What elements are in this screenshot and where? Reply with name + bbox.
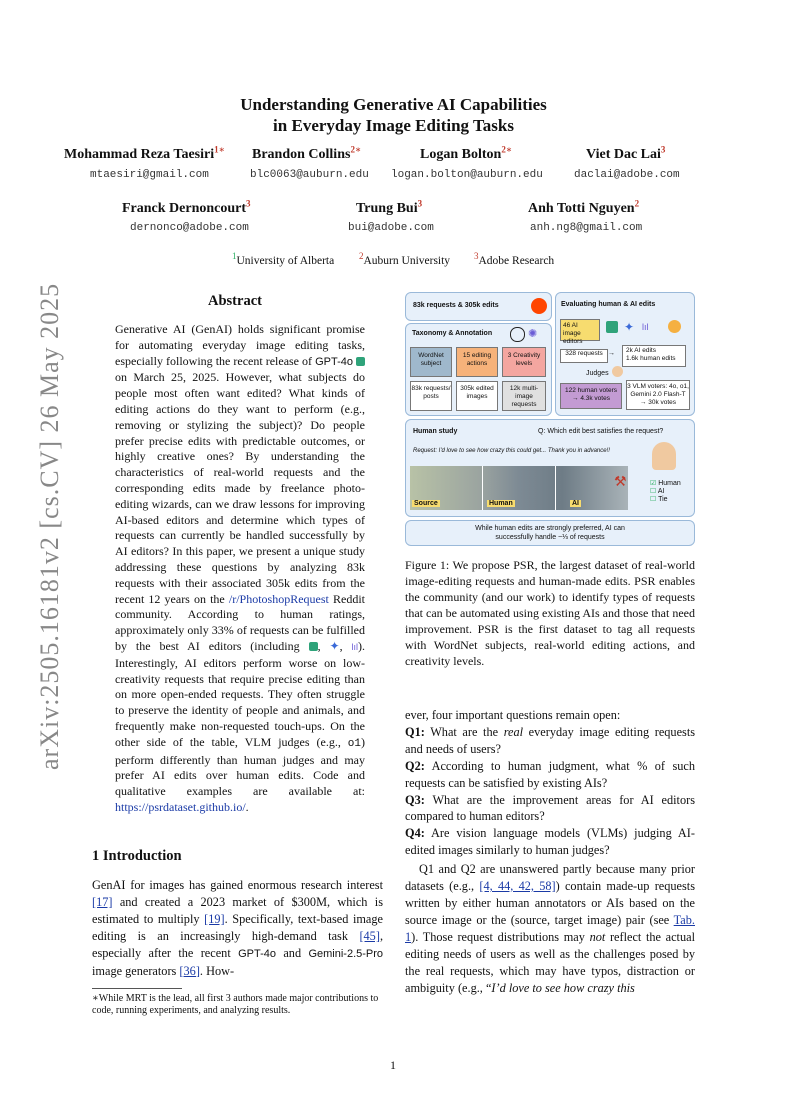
page-number: 1: [390, 1058, 396, 1072]
study-images: [410, 466, 628, 510]
author-email: bui@adobe.com: [348, 222, 434, 234]
intro-questions: [405, 707, 695, 996]
stat-box: 83k requests/ posts: [410, 381, 452, 411]
openai-icon: [510, 327, 525, 342]
edits-box: [622, 345, 686, 367]
author-name: Viet Dac Lai$^3$: [586, 144, 666, 162]
gpt-4o-name: GPT-4o: [238, 947, 276, 960]
arxiv-identifier: arXiv:2505.16181v2 [cs.CV] 26 May 2025: [35, 282, 64, 770]
author-email: blc0063@auburn.edu: [250, 169, 369, 181]
author-email: logan.bolton@auburn.edu: [391, 169, 543, 181]
vote-legend: ☑ Human ☐ AI ☐ Tie: [650, 480, 681, 503]
dataset-panel: [405, 292, 552, 321]
openai-icon: [356, 357, 365, 366]
question-1: Q1: What are the real everyday image editing requests and needs of users?: [405, 724, 696, 756]
footnote: ∗While MRT is the lead, all first 3 authors made major contributions to code, running experiments, and analyzing results.: [92, 993, 379, 1016]
table-link[interactable]: Tab. 1: [405, 912, 695, 944]
human-voters-box: 122 human voters → 4.3k votes: [560, 383, 622, 409]
openai-icon: [606, 321, 618, 333]
author-name: Mohammad Reza Taesiri$^{1∗}$: [64, 144, 225, 162]
person-icon: [612, 366, 623, 377]
image-label-ai: AI: [572, 500, 579, 507]
reddit-link[interactable]: /r/PhotoshopRequest: [228, 591, 329, 606]
person-icon: [652, 442, 676, 470]
taxonomy-box: 3 Creativity levels: [502, 347, 546, 377]
gemini-name: Gemini-2.5-Pro: [308, 947, 384, 960]
human-study-title: Human study: [413, 428, 458, 435]
ai-edits-count: 2k AI edits: [626, 347, 656, 354]
paper-title: [0, 94, 787, 136]
gavel-icon: ⚒: [614, 475, 627, 490]
project-url-link[interactable]: https://psrdataset.github.io/: [115, 799, 246, 814]
author-name: Logan Bolton$^{2∗}$: [420, 144, 513, 162]
taxonomy-panel: [405, 323, 552, 416]
affiliation: $^3$Adobe Research: [474, 251, 555, 267]
gpt-4o-name: GPT-4o: [315, 355, 353, 368]
title-line-2: in Everyday Image Editing Tasks: [273, 116, 514, 135]
o1-model-name: o1: [347, 737, 361, 750]
author-email: mtaesiri@gmail.com: [90, 169, 209, 181]
human-edits-count: 1.6k human edits: [626, 355, 676, 362]
human-study-panel: [405, 419, 695, 517]
gemini-icon: ✦: [329, 638, 340, 653]
image-label-source: Source: [414, 500, 438, 507]
face-icon: [668, 320, 681, 333]
affiliation: $^2$Auburn University: [359, 251, 451, 267]
question-4: Q4: Are vision language models (VLMs) judging AI-edited images similarly to human judges?: [405, 826, 695, 858]
reddit-icon: [531, 298, 547, 314]
arrow-icon: →: [608, 350, 615, 357]
judges-label: Judges: [586, 370, 609, 377]
openai-icon: [309, 642, 318, 651]
taxonomy-box: WordNet subject: [410, 347, 452, 377]
intro-heading: 1 Introduction: [92, 848, 182, 864]
evaluation-panel: [555, 292, 695, 416]
stat-box: 12k multi-image requests: [502, 381, 546, 411]
vlm-voters-box: 3 VLM voters: 4o, o1, Gemini 2.0 Flash-T → 30k votes: [626, 380, 690, 410]
author-name: Anh Totti Nguyen$^2$: [528, 198, 640, 216]
author-name: Trung Bui$^3$: [356, 198, 423, 216]
citation-link[interactable]: [17]: [92, 894, 113, 909]
taxonomy-title: Taxonomy & Annotation: [412, 330, 493, 337]
question-3: Q3: What are the improvement areas for AI editors compared to human editors?: [405, 792, 696, 824]
author-email: daclai@adobe.com: [574, 169, 680, 181]
abstract-body: Generative AI (GenAI) holds significant promise for automating everyday image editing tasks, especially following the recent release of GPT-4o on March 25, 2025. However, what subjects do people most often want edited? What kinds of editing actions do they want to perform (e.g., removing or stylizing the subject)? Do people prefer precise edits with predictable outcomes, or highly creative ones? By understanding the characteristics of real-world requests and the corresponding edits made by freelance photo-editing wizards, can we draw lessons for improving AI-based editors and determine which types of requests can currently be handled successfully by AI editors? In this paper, we present a unique study addressing these questions by analyzing 83k requests with their associated 305k edits from the recent 12 years on the /r/PhotoshopRequest Reddit community. According to human ratings, approximately only 33% of requests can be fulfilled by the best AI editors (including , ✦, lıl). Interestingly, AI editors perform worse on low-creativity requests that require precise editing than on more open-ended requests. They often struggle to preserve the identity of people and animals, and frequently make non-requested touch-ups. On the other side of the table, VLM judges (e.g., o1) perform differently than human judges and may prefer AI edits over human edits. Code and qualitative examples are available at: https://psrdataset.github.io/.: [115, 322, 366, 814]
figure-caption: Figure 1: We propose PSR, the largest dataset of real-world image-editing requests and human-made edits. PSR enables the community (and our work) to identify types of requests that can be automated using existing AIs and those that need improvement. PSR is the first dataset to tag all requests with WordNet subjects, real-world editing actions, and creativity levels.: [405, 558, 695, 668]
questions-lead: ever, four important questions remain open:: [405, 708, 621, 722]
author-email: dernonco@adobe.com: [130, 222, 249, 234]
dataset-summary: 83k requests & 305k edits: [413, 302, 499, 309]
intro-paragraph: GenAI for images has gained enormous research interest [17] and created a 2023 market of $300M, which is estimated to multiply [19]. Specifically, text-based image editing is an increasingly high-demand task [45], especially after the recent GPT-4o and Gemini-2.5-Pro image generators [36]. How-: [92, 878, 384, 978]
citation-link[interactable]: [19]: [204, 911, 225, 926]
author-name: Brandon Collins$^{2∗}$: [252, 144, 362, 162]
stat-box: 305k edited images: [456, 381, 498, 411]
requests-box: 328 requests: [560, 349, 608, 363]
title-line-1: Understanding Generative AI Capabilities: [240, 95, 547, 114]
taxonomy-box: 15 editing actions: [456, 347, 498, 377]
ai-editors-box: 46 AI image editors: [560, 319, 600, 341]
citation-link[interactable]: [36]: [179, 963, 200, 978]
intro-paragraph-2: Q1 and Q2 are unanswered partly because many prior datasets (e.g., [4, 44, 42, 58]) contain made-up requests written by either human annotators or AIs based on the source image or the (source, target image) pair (see Tab. 1). Those request distributions may not reflect the actual editing needs of users as well as the challenges posed by the real requests, which may have typos, distraction or ambiguity (e.g., “I’d love to see how crazy this: [405, 862, 696, 995]
footnote-rule: [92, 988, 182, 989]
citation-link[interactable]: [45]: [359, 928, 380, 943]
image-label-human: Human: [489, 500, 513, 507]
abstract-heading: Abstract: [208, 293, 262, 309]
affiliation: $^1$University of Alberta: [232, 251, 335, 267]
figure-1: [405, 292, 693, 546]
citation-link[interactable]: [4, 44, 42, 58]: [479, 879, 556, 894]
conclusion-panel: [405, 520, 695, 546]
study-question: Q: Which edit best satisfies the request?: [538, 428, 664, 435]
evaluation-title: Evaluating human & AI edits: [561, 301, 656, 308]
gemini-icon: ✦: [624, 320, 635, 334]
question-2: Q2: According to human judgment, what % of such requests can be satisfied by existing AIs?: [405, 758, 695, 790]
study-request: Request: I'd love to see how crazy this could get... Thank you in advance!!: [413, 448, 610, 454]
claude-icon: ✺: [528, 328, 538, 340]
conclusion-text: While human edits are strongly preferred, AI can successfully handle ~⅓ of requests: [475, 525, 625, 541]
bar-chart-icon: lıl: [642, 322, 649, 332]
author-email: anh.ng8@gmail.com: [530, 222, 643, 234]
image-divider: [482, 466, 483, 510]
author-name: Franck Dernoncourt$^3$: [122, 198, 251, 216]
image-divider: [555, 466, 556, 510]
bar-chart-icon: lıl: [351, 641, 359, 652]
